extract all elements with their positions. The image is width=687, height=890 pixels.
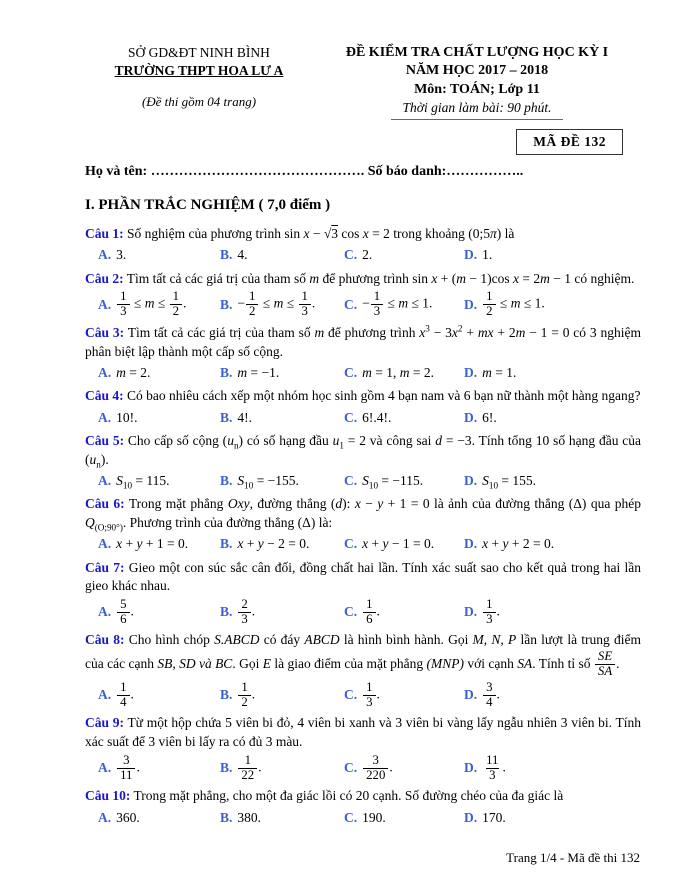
question-text-row	[85, 631, 641, 678]
fraction: $\frac{1}{2}$	[238, 681, 250, 710]
option-text: 4.	[237, 247, 248, 263]
option-text: $\frac{1}{2}$ ≤ m ≤ 1.	[482, 290, 545, 319]
option-text: 10!.	[116, 409, 138, 425]
option-text: $\frac{3}{11}$ .	[116, 754, 140, 783]
option-letter: A.	[98, 536, 112, 552]
option-letter: B.	[220, 472, 233, 488]
question-text: Tìm tất cả các giá trị của tham số m để phương trình $x^3 - 3x^2$ + mx + 2m − 1 = 0 có 3 nghiệm phân biệt lập thành một cấp số cộng.	[85, 323, 641, 359]
option-text: $\frac{1}{22}$ .	[237, 754, 261, 783]
option-letter: A.	[98, 809, 112, 825]
option-a	[98, 290, 220, 319]
option-letter: B.	[220, 247, 233, 263]
option-text: 4!.	[237, 409, 253, 425]
option-text: m = −1.	[237, 364, 280, 380]
duration-line: Thời gian làm bài: 90 phút.	[391, 99, 564, 120]
fraction: $\frac{1}{3}$	[363, 681, 375, 710]
option-text: $S_{10} = 155$.	[482, 472, 537, 491]
option-letter: B.	[220, 809, 233, 825]
option-a	[98, 247, 220, 263]
option-letter: B.	[220, 604, 233, 620]
option-letter: A.	[98, 247, 112, 263]
option-letter: D.	[464, 687, 478, 703]
option-b	[220, 810, 344, 826]
option-text: x + y − 2 = 0.	[237, 536, 310, 552]
fraction: $\frac{1}{2}$	[483, 290, 495, 319]
fraction: $\frac{3}{11}$	[117, 754, 135, 783]
option-text: x + y + 2 = 0.	[482, 536, 555, 552]
option-d	[464, 290, 641, 319]
option-d	[464, 473, 641, 489]
option-text: m = 1.	[482, 364, 517, 380]
fraction: $\frac{5}{6}$	[117, 598, 129, 627]
exam-code-box: MÃ ĐỀ 132	[516, 129, 623, 155]
option-c	[344, 473, 464, 489]
fraction: $\frac{1}{3}$	[299, 290, 311, 319]
question-text-row	[85, 432, 641, 469]
option-a	[98, 754, 220, 783]
question-text: Trong mặt phẳng, cho một đa giác lồi có 20 cạnh. Số đường chéo của đa giác là	[133, 788, 564, 804]
option-letter: D.	[464, 760, 478, 776]
option-letter: C.	[344, 809, 358, 825]
fraction: $\frac{3}{4}$	[483, 681, 495, 710]
option-d	[464, 754, 641, 783]
option-letter: C.	[344, 536, 358, 552]
option-text: 360.	[116, 809, 140, 825]
options-row	[85, 535, 641, 554]
option-letter: C.	[344, 760, 358, 776]
option-text: $S_{10} = -115$.	[362, 472, 424, 491]
school-name: TRƯỜNG THPT HOA LƯ A	[114, 62, 284, 78]
question-text: Cho hình chóp S.ABCD có đáy ABCD là hình bình hành. Gọi M, N, P lần lượt là trung điểm của các cạnh SB, SD và BC. Gọi E là giao điểm của mặt phẳng (MNP) với cạnh SA. Tính tỉ số $\frac{SE}{SA}$ .	[85, 632, 642, 678]
option-c	[344, 598, 464, 627]
option-text: x + y + 1 = 0.	[116, 536, 189, 552]
option-text: 6!.4!.	[362, 409, 392, 425]
option-a	[98, 810, 220, 826]
option-text: $\frac{1}{3}$ .	[482, 598, 500, 627]
option-letter: C.	[344, 247, 358, 263]
option-text: − $\frac{1}{2}$ ≤ m ≤ $\frac{1}{3}$ .	[237, 289, 316, 319]
question-text-row	[85, 714, 641, 751]
option-d	[464, 598, 641, 627]
fraction: $\frac{1}{6}$	[363, 598, 375, 627]
options-row	[85, 363, 641, 382]
question-1	[85, 225, 641, 265]
option-text: m = 2.	[116, 364, 151, 380]
fraction: $\frac{3}{220}$	[363, 754, 388, 783]
option-text: m = 1, m = 2.	[362, 364, 434, 380]
question-label: Câu 2:	[85, 270, 124, 286]
option-b	[220, 410, 344, 426]
options-row	[85, 598, 641, 627]
subject-line: Môn: TOÁN; Lớp 11	[414, 81, 540, 97]
question-4	[85, 387, 641, 427]
option-letter: A.	[98, 472, 112, 488]
option-text: $S_{10} = 115$.	[116, 472, 170, 491]
question-label: Câu 8:	[85, 632, 125, 648]
question-text-row	[85, 387, 641, 406]
options-row	[85, 681, 641, 710]
option-text: $\frac{1}{2}$ .	[237, 681, 255, 710]
fraction: $\frac{1}{3}$	[371, 290, 383, 319]
option-b	[220, 473, 344, 489]
option-letter: A.	[98, 296, 112, 312]
option-a	[98, 473, 220, 489]
department-name: SỞ GD&ĐT NINH BÌNH	[128, 45, 270, 60]
option-letter: B.	[220, 296, 233, 312]
option-text: 6!.	[482, 409, 497, 425]
question-8	[85, 631, 641, 709]
option-text: − $\frac{1}{3}$ ≤ m ≤ 1.	[362, 289, 433, 319]
option-d	[464, 410, 641, 426]
page-header	[85, 44, 641, 120]
question-text-row	[85, 559, 641, 596]
option-text: 380.	[237, 809, 262, 825]
page-count-note: (Đề thi gồm 04 trang)	[141, 94, 257, 110]
option-d	[464, 247, 641, 263]
sqrt: √3	[323, 226, 339, 242]
question-text-row	[85, 270, 641, 289]
question-2	[85, 270, 641, 319]
option-b	[220, 536, 344, 552]
option-c	[344, 681, 464, 710]
option-letter: C.	[344, 409, 358, 425]
option-b	[220, 754, 344, 783]
option-text: $\frac{3}{4}$ .	[482, 681, 500, 710]
options-row	[85, 471, 641, 490]
option-text: 190.	[362, 809, 386, 825]
option-letter: D.	[464, 604, 478, 620]
fraction: $\frac{2}{3}$	[238, 598, 250, 627]
option-text: $\frac{2}{3}$ .	[237, 598, 255, 627]
option-letter: C.	[344, 296, 358, 312]
question-text: Có bao nhiêu cách xếp một nhóm học sinh gồm 4 bạn nam và 6 bạn nữ thành một hàng ngang?	[127, 388, 641, 404]
option-c	[344, 410, 464, 426]
options-row	[85, 290, 641, 319]
option-letter: B.	[220, 364, 233, 380]
question-text: Trong mặt phẳng Oxy, đường thẳng (d): x − y + 1 = 0 là ảnh của đường thẳng (Δ) qua phép $Q_{(O;90^\circ)}$. Phương trình của đường thẳng (Δ) là:	[85, 496, 641, 533]
option-letter: A.	[98, 760, 112, 776]
question-text: Gieo một con súc sắc cân đối, đồng chất hai lần. Tính xác suất sao cho kết quả trong hai lần gieo khác nhau.	[85, 559, 641, 594]
question-list	[85, 225, 641, 827]
option-letter: A.	[98, 604, 112, 620]
option-text: $\frac{1}{3}$ .	[362, 681, 380, 710]
option-c	[344, 365, 464, 381]
option-b	[220, 290, 344, 319]
option-letter: D.	[464, 472, 478, 488]
options-row	[85, 408, 641, 427]
question-text-row	[85, 495, 641, 532]
option-letter: C.	[344, 472, 358, 488]
option-text: 2.	[362, 247, 373, 263]
option-b	[220, 247, 344, 263]
question-label: Câu 3:	[85, 325, 125, 341]
question-label: Câu 1:	[85, 226, 124, 242]
option-letter: A.	[98, 409, 112, 425]
option-text: $S_{10} = -155$.	[237, 472, 299, 491]
option-text: $\frac{1}{4}$ .	[116, 681, 134, 710]
fraction: $\frac{1}{2}$	[246, 290, 258, 319]
question-text-row	[85, 787, 641, 806]
fraction: $\frac{1}{3}$	[483, 598, 495, 627]
options-row	[85, 808, 641, 827]
option-letter: D.	[464, 409, 478, 425]
fraction: $\frac{11}{3}$	[486, 752, 499, 782]
option-d	[464, 681, 641, 710]
option-letter: B.	[220, 409, 233, 425]
school-year: NĂM HỌC 2017 – 2018	[405, 63, 549, 79]
option-c	[344, 810, 464, 826]
fraction: $\frac{1}{22}$	[238, 754, 257, 783]
option-letter: B.	[220, 760, 233, 776]
option-letter: D.	[464, 536, 478, 552]
student-info-line: Họ và tên: ………………………………………. Số báo danh:……………..	[85, 164, 524, 180]
question-9	[85, 714, 641, 782]
exam-title: ĐỀ KIỂM TRA CHẤT LƯỢNG HỌC KỲ I	[345, 45, 609, 60]
options-row	[85, 754, 641, 783]
option-text: $\frac{1}{3}$ ≤ m ≤ $\frac{1}{2}$ .	[116, 290, 186, 319]
section-heading: I. PHẦN TRẮC NGHIỆM ( 7,0 điểm )	[85, 197, 331, 214]
option-text: 1.	[482, 247, 493, 263]
question-text: Số nghiệm của phương trình sin x − √3 cos x = 2 trong khoảng (0;5π) là	[127, 226, 515, 242]
exam-code-row	[85, 129, 623, 155]
options-row	[85, 246, 641, 265]
option-text: $\frac{11}{3}$ .	[482, 754, 506, 783]
fraction: $\frac{SE}{SA}$	[595, 650, 615, 679]
question-label: Câu 10:	[85, 788, 131, 804]
option-a	[98, 365, 220, 381]
option-a	[98, 598, 220, 627]
question-text-row	[85, 225, 641, 244]
fraction: $\frac{1}{2}$	[170, 290, 182, 319]
option-letter: D.	[464, 364, 478, 380]
option-d	[464, 810, 641, 826]
option-c	[344, 754, 464, 783]
fraction: $\frac{1}{4}$	[117, 681, 129, 710]
option-letter: D.	[464, 247, 478, 263]
question-text-row	[85, 324, 641, 361]
option-text: $\frac{1}{6}$ .	[362, 598, 380, 627]
question-label: Câu 9:	[85, 715, 124, 731]
question-label: Câu 5:	[85, 433, 125, 449]
option-a	[98, 410, 220, 426]
option-letter: A.	[98, 364, 112, 380]
question-text: Tìm tất cả các giá trị của tham số m để phương trình sin x + (m − 1)cos x = 2m − 1 có nghiệm.	[126, 270, 635, 286]
option-a	[98, 536, 220, 552]
option-letter: C.	[344, 364, 358, 380]
option-letter: C.	[344, 687, 358, 703]
option-c	[344, 290, 464, 319]
option-text: 3.	[116, 247, 127, 263]
question-label: Câu 6:	[85, 496, 125, 512]
page-footer: Trang 1/4 - Mã đề thi 132	[506, 850, 640, 865]
option-b	[220, 365, 344, 381]
option-letter: A.	[98, 687, 112, 703]
question-6	[85, 495, 641, 553]
exam-title-block	[313, 44, 641, 120]
fraction: $\frac{1}{3}$	[117, 290, 129, 319]
option-letter: B.	[220, 687, 233, 703]
option-d	[464, 536, 641, 552]
question-10	[85, 787, 641, 827]
option-letter: B.	[220, 536, 233, 552]
question-text: Từ một hộp chứa 5 viên bi đỏ, 4 viên bi xanh và 3 viên bi vàng lấy ngẫu nhiên 3 viên bi. Tính xác suất để 3 viên bi lấy ra có đủ 3 màu.	[85, 715, 641, 750]
option-d	[464, 365, 641, 381]
question-7	[85, 559, 641, 627]
option-c	[344, 536, 464, 552]
option-c	[344, 247, 464, 263]
option-letter: D.	[464, 809, 478, 825]
option-text: $\frac{3}{220}$ .	[362, 754, 393, 783]
issuer-block	[85, 44, 313, 120]
option-text: $\frac{5}{6}$ .	[116, 598, 134, 627]
question-label: Câu 4:	[85, 388, 124, 404]
question-text: Cho cấp số cộng $(u_n)$ có số hạng đầu $u_1 = 2$ và công sai d = −3. Tính tổng 10 số hạng đầu của $(u_n)$.	[85, 433, 642, 470]
question-5	[85, 432, 641, 490]
option-b	[220, 598, 344, 627]
option-letter: C.	[344, 604, 358, 620]
question-3	[85, 324, 641, 382]
option-letter: D.	[464, 296, 478, 312]
option-text: x + y − 1 = 0.	[362, 536, 435, 552]
option-text: 170.	[482, 809, 506, 825]
option-b	[220, 681, 344, 710]
option-a	[98, 681, 220, 710]
question-label: Câu 7:	[85, 559, 125, 575]
